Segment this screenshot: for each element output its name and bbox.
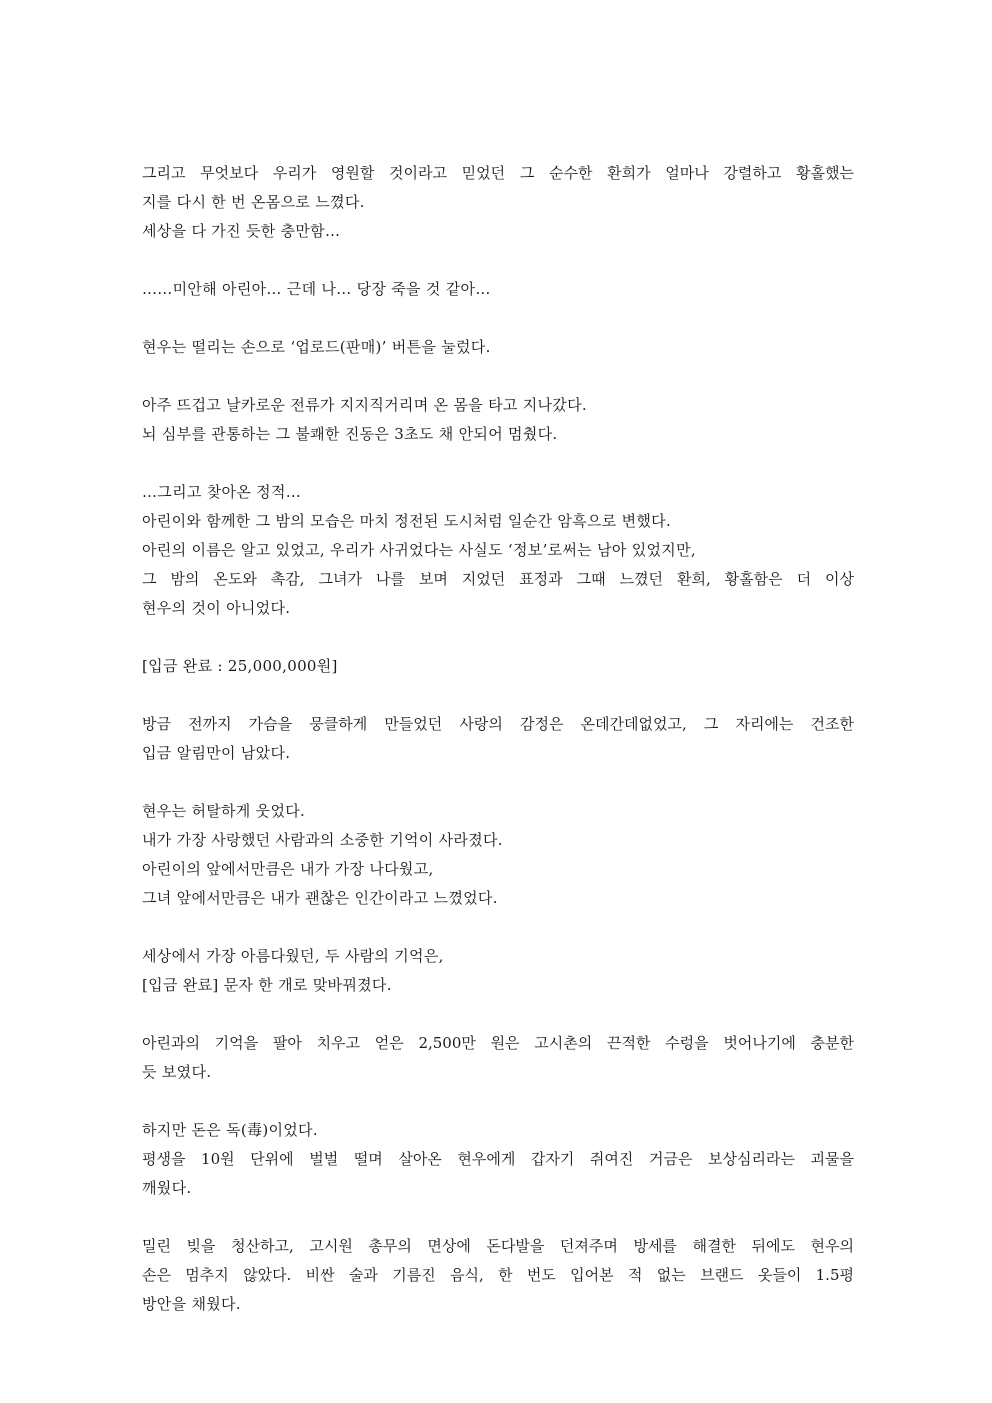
text-line: 손은 멈추지 않았다. 비싼 술과 기름진 음식, 한 번도 입어본 적 없는 브랜드 옷들이 1.5평	[142, 1266, 854, 1284]
text-line: [입금 완료 : 25,000,000원]	[142, 657, 338, 675]
text-line: 그녀 앞에서만큼은 내가 괜찮은 인간이라고 느꼈었다.	[142, 889, 498, 907]
text-line: 지를 다시 한 번 온몸으로 느꼈다.	[142, 193, 365, 211]
text-line: 밀린 빚을 청산하고, 고시원 총무의 면상에 돈다발을 던져주며 방세를 해결한 뒤에도 현우의	[142, 1237, 854, 1255]
paragraph	[142, 1029, 854, 1087]
text-line: 현우는 떨리는 손으로 ‘업로드(판매)’ 버튼을 눌렀다.	[142, 338, 491, 356]
text-line: 그리고 무엇보다 우리가 영원할 것이라고 믿었던 그 순수한 환희가 얼마나 강렬하고 황홀했는	[142, 164, 854, 182]
text-line: 아주 뜨겁고 날카로운 전류가 지지직거리며 온 몸을 타고 지나갔다.	[142, 396, 587, 414]
text-line: 현우는 허탈하게 웃었다.	[142, 802, 306, 820]
paragraph	[142, 333, 854, 362]
text-line: 뇌 심부를 관통하는 그 불쾌한 진동은 3초도 채 안되어 멈췄다.	[142, 425, 558, 443]
text-line: 그 밤의 온도와 촉감, 그녀가 나를 보며 지었던 표정과 그때 느꼈던 환희, 황홀함은 더 이상	[142, 570, 854, 588]
text-line: 하지만 돈은 독(毒)이었다.	[142, 1121, 318, 1139]
paragraph	[142, 652, 854, 681]
paragraph	[142, 159, 854, 246]
text-line: 세상에서 가장 아름다웠던, 두 사람의 기억은,	[142, 947, 444, 965]
text-line: …그리고 찾아온 정적…	[142, 483, 302, 501]
text-line: 아린이의 앞에서만큼은 내가 가장 나다웠고,	[142, 860, 434, 878]
text-line: 방안을 채웠다.	[142, 1295, 241, 1313]
text-line: 평생을 10원 단위에 벌벌 떨며 살아온 현우에게 갑자기 쥐여진 거금은 보상심리라는 괴물을	[142, 1150, 854, 1168]
paragraph	[142, 797, 854, 913]
text-line: ……미안해 아린아… 근데 나… 당장 죽을 것 같아…	[142, 280, 491, 298]
paragraph	[142, 391, 854, 449]
text-line: [입금 완료] 문자 한 개로 맞바꿔졌다.	[142, 976, 392, 994]
text-line: 듯 보였다.	[142, 1063, 212, 1081]
text-line: 내가 가장 사랑했던 사람과의 소중한 기억이 사라졌다.	[142, 831, 503, 849]
text-line: 깨웠다.	[142, 1179, 192, 1197]
paragraph	[142, 1232, 854, 1319]
text-line: 세상을 다 가진 듯한 충만함…	[142, 222, 341, 240]
text-line: 입금 알림만이 남았다.	[142, 744, 291, 762]
paragraph	[142, 275, 854, 304]
text-line: 아린이와 함께한 그 밤의 모습은 마치 정전된 도시처럼 일순간 암흑으로 변했다.	[142, 512, 672, 530]
text-line: 아린의 이름은 알고 있었고, 우리가 사귀었다는 사실도 ‘정보’로써는 남아 있었지만,	[142, 541, 696, 559]
paragraph	[142, 478, 854, 623]
paragraph	[142, 942, 854, 1000]
paragraph	[142, 1116, 854, 1203]
document-body	[142, 159, 854, 1319]
text-line: 아린과의 기억을 팔아 치우고 얻은 2,500만 원은 고시촌의 끈적한 수렁을 벗어나기에 충분한	[142, 1034, 854, 1052]
text-line: 현우의 것이 아니었다.	[142, 599, 291, 617]
text-line: 방금 전까지 가슴을 뭉클하게 만들었던 사랑의 감정은 온데간데없었고, 그 자리에는 건조한	[142, 715, 854, 733]
paragraph	[142, 710, 854, 768]
